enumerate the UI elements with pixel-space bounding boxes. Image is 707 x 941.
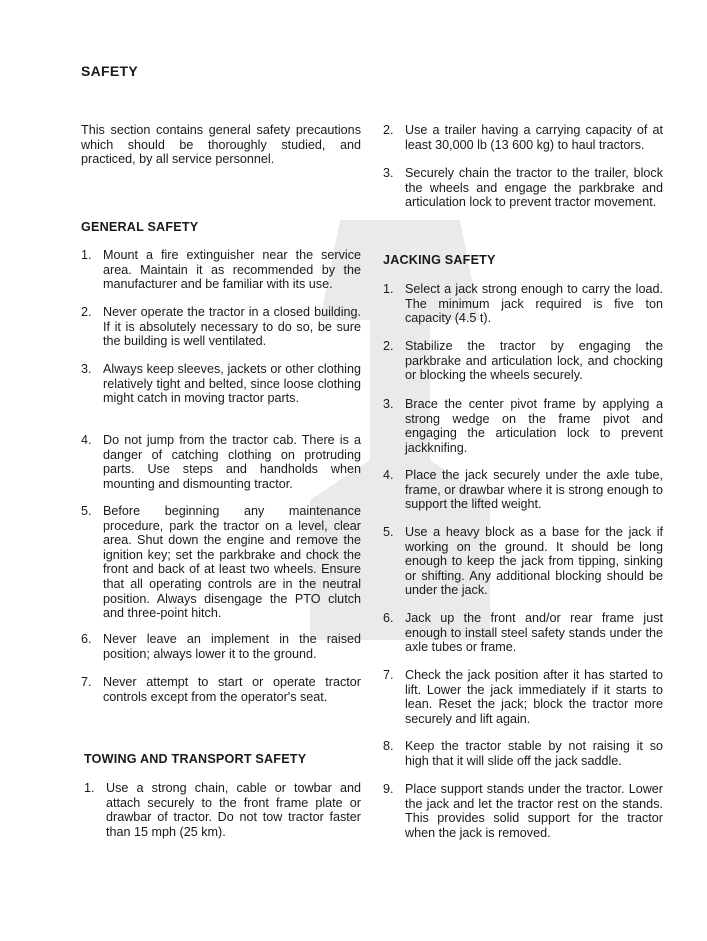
jacking-safety-item-6	[383, 611, 663, 655]
item-number: 7.	[81, 675, 92, 689]
item-number: 1.	[84, 781, 95, 795]
general-safety-item-2	[81, 305, 361, 349]
item-number: 3.	[81, 362, 92, 376]
item-text: Keep the tractor stable by not raising it so high that it will slide off the jack saddle.	[405, 739, 663, 768]
item-number: 2.	[383, 123, 394, 137]
jacking-safety-item-8	[383, 739, 663, 768]
general-safety-heading: GENERAL SAFETY	[81, 220, 199, 234]
item-text: Place the jack securely under the axle tube, frame, or drawbar where it is strong enough to support the lifted weight.	[405, 468, 663, 512]
item-text: Place support stands under the tractor. Lower the jack and let the tractor rest on the stands. This provides solid support for the tractor when the jack is removed.	[405, 782, 663, 840]
item-text: Use a strong chain, cable or towbar and attach securely to the front frame plate or drawbar of tractor. Do not tow tractor faster than 15 mph (25 km).	[106, 781, 361, 839]
jacking-safety-item-3	[383, 397, 663, 455]
item-text: Do not jump from the tractor cab. There is a danger of catching clothing on protruding parts. Use steps and handholds when mounting and dismounting tractor.	[103, 433, 361, 491]
towing-safety-heading: TOWING AND TRANSPORT SAFETY	[84, 752, 307, 766]
page-title: SAFETY	[81, 63, 139, 79]
item-text: Securely chain the tractor to the trailer, block the wheels and engage the parkbrake and articulation lock to prevent tractor movement.	[405, 166, 663, 210]
item-number: 9.	[383, 782, 394, 796]
jacking-safety-item-9	[383, 782, 663, 840]
item-text: Never leave an implement in the raised position; always lower it to the ground.	[103, 632, 361, 661]
item-number: 6.	[383, 611, 394, 625]
general-safety-item-1	[81, 248, 361, 292]
jacking-safety-item-7	[383, 668, 663, 726]
item-text: Use a heavy block as a base for the jack if working on the ground. It should be long enough to keep the jack from tipping, sinking or shifting. Any additional blocking should be under the jack.	[405, 525, 663, 598]
towing-safety-item-2	[383, 123, 663, 152]
jacking-safety-item-5	[383, 525, 663, 598]
item-number: 5.	[81, 504, 92, 518]
general-safety-item-5	[81, 504, 361, 621]
item-text: Never attempt to start or operate tractor controls except from the operator's seat.	[103, 675, 361, 704]
item-text: Jack up the front and/or rear frame just enough to install steel safety stands under the axle tubes or frame.	[405, 611, 663, 655]
item-number: 6.	[81, 632, 92, 646]
item-text: Always keep sleeves, jackets or other clothing relatively tight and belted, since loose clothing might catch in moving tractor parts.	[103, 362, 361, 406]
jacking-safety-item-4	[383, 468, 663, 512]
item-number: 1.	[81, 248, 92, 262]
item-number: 2.	[81, 305, 92, 319]
item-text: Mount a fire extinguisher near the service area. Maintain it as recommended by the manufacturer and be familiar with its use.	[103, 248, 361, 292]
item-number: 5.	[383, 525, 394, 539]
item-number: 4.	[383, 468, 394, 482]
general-safety-item-7	[81, 675, 361, 704]
item-number: 1.	[383, 282, 394, 296]
intro-paragraph: This section contains general safety precautions which should be thoroughly studied, and practiced, by all service personnel.	[81, 123, 361, 167]
item-text: Brace the center pivot frame by applying a strong wedge on the frame pivot and engaging the articulation lock to prevent jackknifing.	[405, 397, 663, 455]
towing-safety-item-1	[84, 781, 361, 839]
jacking-safety-item-2	[383, 339, 663, 383]
item-text: Use a trailer having a carrying capacity of at least 30,000 lb (13 600 kg) to haul tractors.	[405, 123, 663, 152]
towing-safety-item-3	[383, 166, 663, 210]
item-number: 7.	[383, 668, 394, 682]
item-text: Before beginning any maintenance procedure, park the tractor on a level, clear area. Shut down the engine and remove the ignition key; set the parkbrake and chock the front and back of at least two wheels. Ensure that all operating controls are in the neutral position. Always disengage the PTO clutch and three-point hitch.	[103, 504, 361, 621]
item-number: 3.	[383, 166, 394, 180]
item-text: Check the jack position after it has started to lift. Lower the jack immediately if it starts to lean. Reset the jack; block the tractor more securely and lift again.	[405, 668, 663, 726]
item-number: 8.	[383, 739, 394, 753]
item-number: 3.	[383, 397, 394, 411]
item-text: Never operate the tractor in a closed building. If it is absolutely necessary to do so, be sure the building is well ventilated.	[103, 305, 361, 349]
item-text: Stabilize the tractor by engaging the parkbrake and articulation lock, and chocking or blocking the wheels securely.	[405, 339, 663, 383]
general-safety-item-4	[81, 433, 361, 491]
item-number: 2.	[383, 339, 394, 353]
jacking-safety-item-1	[383, 282, 663, 326]
item-number: 4.	[81, 433, 92, 447]
general-safety-item-3	[81, 362, 361, 406]
general-safety-item-6	[81, 632, 361, 661]
item-text: Select a jack strong enough to carry the load. The minimum jack required is five ton capacity (4.5 t).	[405, 282, 663, 326]
jacking-safety-heading: JACKING SAFETY	[383, 253, 496, 267]
